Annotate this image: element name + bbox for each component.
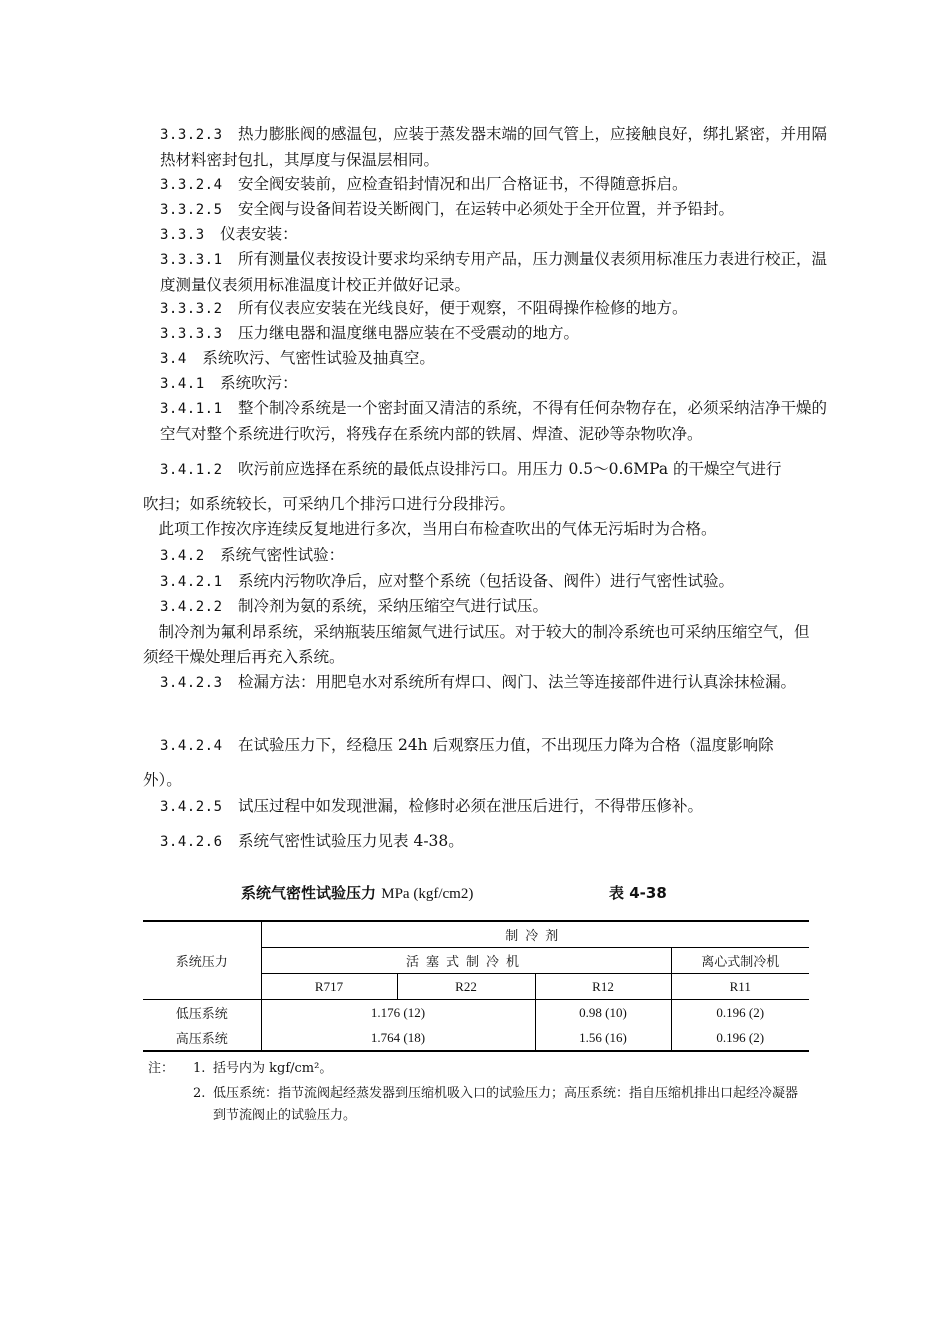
paragraph: 3.4.1.2 吹污前应选择在系统的最低点设排污口。用压力 0.5～0.6MPa 的干燥空气进行 — [160, 460, 782, 478]
column-header-cell: R717 — [261, 974, 397, 1000]
pressure-table — [143, 920, 809, 1052]
row-label-cell: 低压系统 — [175, 1006, 228, 1021]
table-unit: MPa (kgf/cm2) — [381, 886, 474, 902]
note-number: 2. — [193, 1086, 206, 1101]
value-cell: 1.56 (16) — [535, 1025, 671, 1051]
note-item — [143, 1083, 809, 1127]
table-title: 系统气密性试验压力 MPa (kgf/cm2) — [241, 884, 474, 902]
column-header-cell: R12 — [535, 974, 671, 1000]
paragraph: 3.3.2.3 热力膨胀阀的感温包，应装于蒸发器末端的回气管上，应接触良好，绑扎紧密，并用隔热材料密封包扎，其厚度与保温层相同。 — [160, 125, 828, 169]
group-header-cell: 制冷剂 — [261, 921, 809, 948]
paragraph: 3.3.3.2 所有仪表应安装在光线良好，便于观察，不阻碍操作检修的地方。 — [160, 299, 688, 317]
column-header-cell: R11 — [671, 974, 809, 1000]
section-heading: 3.3.3 仪表安装： — [160, 225, 298, 243]
paragraph: 制冷剂为氟利昂系统，采纳瓶装压缩氮气进行试压。对于较大的制冷系统也可采纳压缩空气，但须经干燥处理后再充入系统。 — [143, 623, 810, 666]
paragraph-continuation: 吹扫；如系统较长，可采纳几个排污口进行分段排污。 — [143, 495, 516, 513]
paragraph: 3.4.2.1 系统内污物吹净后，应对整个系统（包括设备、阀件）进行气密性试验。 — [160, 572, 735, 590]
table-caption — [143, 882, 809, 904]
note-number: 1. — [193, 1061, 206, 1076]
paragraph: 3.4.1.1 整个制冷系统是一个密封面又清洁的系统，不得有任何杂物存在，必须采纳洁净干燥的空气对整个系统进行吹污，将残存在系统内部的铁屑、焊渣、泥砂等杂物吹净。 — [160, 399, 828, 443]
table-row — [143, 1025, 809, 1051]
value-cell: 0.196 (2) — [671, 1025, 809, 1051]
piston-header-cell: 活塞式制冷机 — [261, 948, 671, 974]
row-header-cell: 系统压力 — [143, 921, 261, 1000]
column-header-cell: R22 — [397, 974, 535, 1000]
value-cell: 1.764 (18) — [261, 1025, 535, 1051]
paragraph: 3.4.2.3 检漏方法：用肥皂水对系统所有焊口、阀门、法兰等连接部件进行认真涂抹检漏。 — [160, 673, 797, 691]
value-cell: 1.176 (12) — [261, 1000, 535, 1026]
table-row — [143, 1000, 809, 1026]
paragraph: 此项工作按次序连续反复地进行多次，当用白布检查吹出的气体无污垢时为合格。 — [158, 520, 717, 538]
section-heading: 3.4 系统吹污、气密性试验及抽真空。 — [160, 349, 435, 367]
notes-label: 注： — [148, 1061, 175, 1076]
paragraph: 3.4.2.6 系统气密性试验压力见表 4-38。 — [160, 832, 464, 850]
centrifugal-header-cell: 离心式制冷机 — [671, 948, 809, 974]
section-heading: 3.4.2 系统气密性试验： — [160, 546, 345, 564]
row-label-cell: 高压系统 — [143, 1025, 261, 1051]
paragraph: 3.3.2.5 安全阀与设备间若设关断阀门，在运转中必须处于全开位置，并予铅封。 — [160, 200, 735, 218]
paragraph: 3.4.2.2 制冷剂为氨的系统，采纳压缩空气进行试压。 — [160, 597, 549, 615]
note-item — [143, 1058, 809, 1080]
note-text: 括号内为 kgf/cm²。 — [213, 1061, 333, 1076]
paragraph: 3.4.2.4 在试验压力下，经稳压 24h 后观察压力值，不出现压力降为合格（温度影响除 — [160, 736, 774, 754]
paragraph: 3.3.2.4 安全阀安装前，应检查铅封情况和出厂合格证书，不得随意拆启。 — [160, 175, 688, 193]
table-number: 表 4-38 — [609, 884, 667, 902]
table-notes — [143, 1058, 809, 1127]
paragraph: 3.4.2.5 试压过程中如发现泄漏，检修时必须在泄压后进行，不得带压修补。 — [160, 797, 704, 815]
paragraph: 3.3.3.1 所有测量仪表按设计要求均采纳专用产品，压力测量仪表须用标准压力表进行校正，温度测量仪表须用标准温度计校正并做好记录。 — [160, 250, 828, 294]
paragraph: 3.3.3.3 压力继电器和温度继电器应装在不受震动的地方。 — [160, 324, 580, 342]
paragraph-continuation: 外）。 — [143, 771, 182, 789]
value-cell: 0.196 (2) — [671, 1000, 809, 1026]
section-heading: 3.4.1 系统吹污： — [160, 374, 298, 392]
note-text: 低压系统：指节流阀起经蒸发器到压缩机吸入口的试验压力；高压系统：指自压缩机排出口起经冷凝器到节流阀止的试验压力。 — [213, 1086, 799, 1123]
value-cell: 0.98 (10) — [535, 1000, 671, 1026]
